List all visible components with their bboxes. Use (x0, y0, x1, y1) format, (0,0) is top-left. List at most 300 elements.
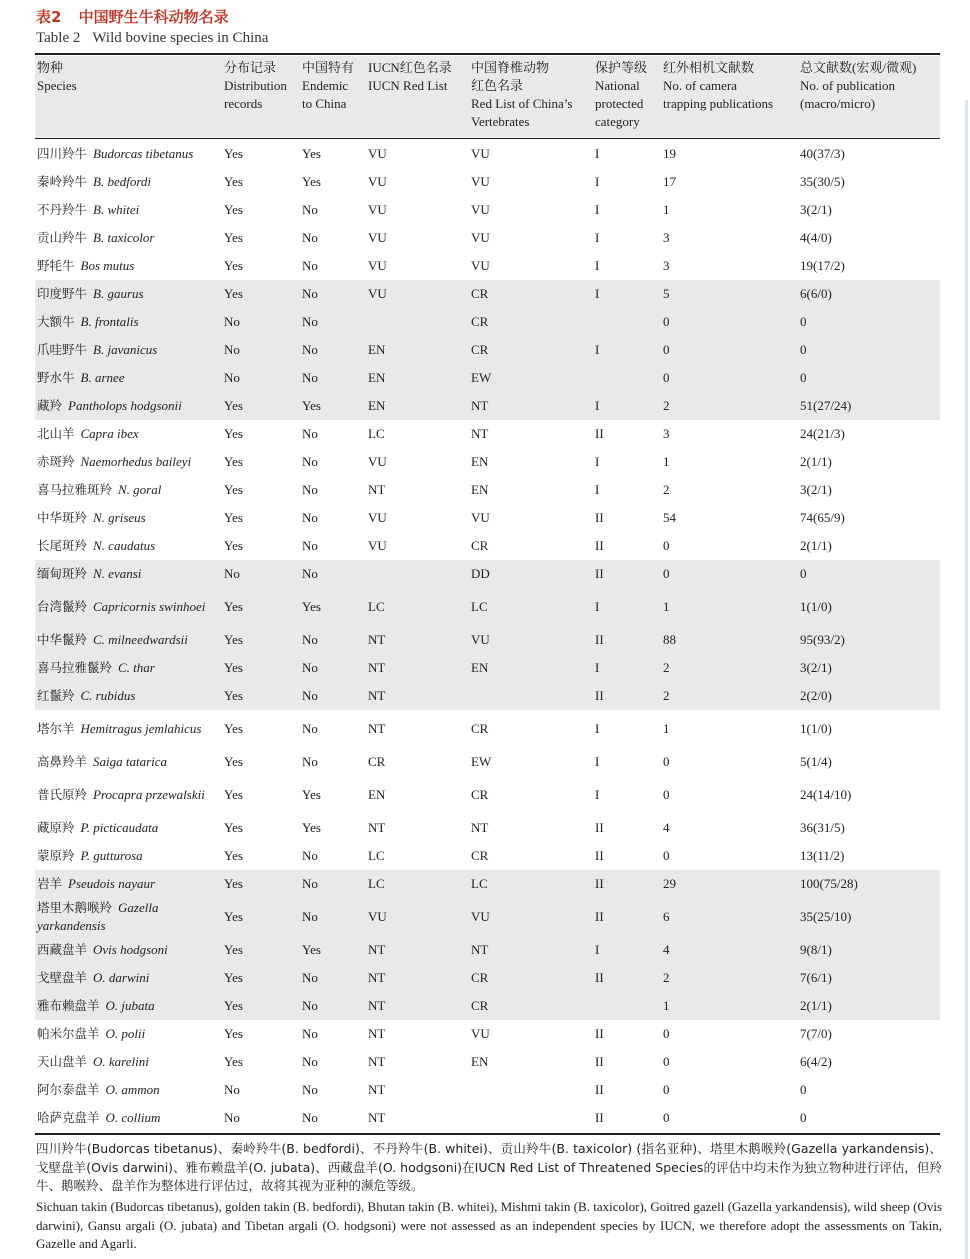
cell-camera: 6 (663, 909, 670, 924)
species-cell (37, 682, 227, 710)
cell-total: 7(7/0) (800, 1026, 832, 1041)
cell-protect: I (595, 146, 600, 161)
cell-protect: I (595, 599, 600, 614)
cell-camera: 2 (663, 970, 670, 985)
table-row (35, 252, 940, 280)
species-cn-name: 高鼻羚羊 (37, 754, 88, 769)
table-row (35, 224, 940, 252)
cell-endemic: No (302, 1082, 318, 1097)
cell-endemic: No (302, 721, 318, 736)
cell-dist: Yes (224, 787, 243, 802)
cell-total: 1(1/0) (800, 721, 832, 736)
species-cn-name: 塔尔羊 (37, 721, 75, 736)
cell-camera: 3 (663, 230, 670, 245)
cell-iucn: LC (368, 426, 385, 441)
species-cn-name: 藏原羚 (37, 820, 75, 835)
cell-total: 0 (800, 342, 807, 357)
cell-protect: I (595, 286, 600, 301)
cell-iucn: NT (368, 660, 386, 675)
cell-endemic: No (302, 258, 318, 273)
cell-camera: 0 (663, 566, 670, 581)
cell-endemic: No (302, 454, 318, 469)
cell-china: CR (471, 998, 489, 1013)
footnote-en: Sichuan takin (Budorcas tibetanus), golden takin (B. bedfordi), Bhutan takin (B. whitei), Mishmi takin (B. taxicolor), Goitred gazell (Gazella yarkandensis), wild sheep (Ovis darwini), Gansu argali (O. jubata) and Tibetan argali (O. hodgsoni) were not assessed as an independent species by IUCN, we therefore adopt the assessments on Takin, Gazelle and Agarli. (36, 1199, 942, 1251)
cell-protect: I (595, 754, 600, 769)
table-row (35, 842, 940, 870)
cell-camera: 0 (663, 1082, 670, 1097)
cell-china: CR (471, 787, 489, 802)
cell-china: CR (471, 314, 489, 329)
cell-dist: Yes (224, 848, 243, 863)
species-cn-name: 四川羚牛 (37, 146, 88, 161)
table-row (35, 1104, 940, 1132)
species-cn-name: 雅布赖盘羊 (37, 998, 100, 1013)
table-row (35, 476, 940, 504)
cell-protect: II (595, 1026, 604, 1041)
cell-endemic: Yes (302, 787, 321, 802)
cell-protect: II (595, 632, 604, 647)
cell-dist: Yes (224, 230, 243, 245)
cell-protect: I (595, 174, 600, 189)
col-header-iucn: IUCN红色名录 IUCN Red List (368, 60, 452, 93)
table-row (35, 748, 940, 776)
cell-endemic: No (302, 1110, 318, 1125)
species-cell (37, 992, 227, 1020)
species-latin-name: B. whitei (93, 202, 140, 217)
col-header-camera: 红外相机文献数 No. of camera trapping publications (663, 60, 774, 111)
cell-dist: Yes (224, 538, 243, 553)
species-cn-name: 蒙原羚 (37, 848, 75, 863)
cell-protect: II (595, 1110, 604, 1125)
cell-endemic: No (302, 754, 318, 769)
species-latin-name: Procapra przewalskii (93, 787, 205, 802)
cell-protect: II (595, 1082, 604, 1097)
cell-total: 100(75/28) (800, 876, 858, 891)
cell-protect: I (595, 342, 600, 357)
table-caption-en (36, 30, 268, 47)
cell-total: 7(6/1) (800, 970, 832, 985)
cell-total: 2(1/1) (800, 454, 832, 469)
cell-iucn: EN (368, 370, 386, 385)
cell-dist: No (224, 1110, 240, 1125)
cell-endemic: No (302, 566, 318, 581)
cell-iucn: NT (368, 1054, 386, 1069)
cell-camera: 2 (663, 688, 670, 703)
cell-protect: I (595, 454, 600, 469)
cell-endemic: Yes (302, 599, 321, 614)
cell-china: CR (471, 970, 489, 985)
species-cell (37, 964, 227, 992)
cell-protect: II (595, 510, 604, 525)
species-cell (37, 588, 227, 626)
table-row (35, 1076, 940, 1104)
cell-iucn: NT (368, 1110, 386, 1125)
cell-dist: Yes (224, 258, 243, 273)
species-cn-name: 喜马拉雅鬣羚 (37, 660, 113, 675)
cell-iucn: NT (368, 998, 386, 1013)
species-cn-name: 北山羊 (37, 426, 75, 441)
cell-total: 6(4/2) (800, 1054, 832, 1069)
species-cn-name: 岩羊 (37, 876, 63, 891)
cell-iucn: NT (368, 632, 386, 647)
species-latin-name: N. evansi (93, 566, 142, 581)
cell-iucn: VU (368, 538, 387, 553)
cell-camera: 1 (663, 202, 670, 217)
col-header-total: 总文献数(宏观/微观) No. of publication (macro/micro) (800, 60, 917, 111)
cell-protect: I (595, 787, 600, 802)
cell-endemic: No (302, 1026, 318, 1041)
table-row (35, 196, 940, 224)
caption-cn-label: 表2 (36, 8, 62, 26)
species-cell (37, 936, 227, 964)
cell-camera: 29 (663, 876, 676, 891)
cell-total: 5(1/4) (800, 754, 832, 769)
species-cn-name: 戈壁盘羊 (37, 970, 88, 985)
cell-iucn: NT (368, 1082, 386, 1097)
cell-endemic: Yes (302, 820, 321, 835)
cell-endemic: No (302, 286, 318, 301)
species-cn-name: 普氏原羚 (37, 787, 88, 802)
cell-china: EN (471, 454, 489, 469)
cell-camera: 4 (663, 942, 670, 957)
species-cell (37, 776, 227, 814)
cell-iucn: NT (368, 820, 386, 835)
cell-camera: 0 (663, 787, 670, 802)
table-row (35, 898, 940, 936)
species-latin-name: Capricornis swinhoei (93, 599, 206, 614)
species-cn-name: 喜马拉雅斑羚 (37, 482, 113, 497)
cell-protect: I (595, 230, 600, 245)
cell-china: VU (471, 174, 490, 189)
species-cn-name: 秦岭羚牛 (37, 174, 88, 189)
cell-endemic: No (302, 510, 318, 525)
species-latin-name: Pantholops hodgsonii (68, 398, 182, 413)
species-cn-name: 帕米尔盘羊 (37, 1026, 100, 1041)
cell-endemic: No (302, 660, 318, 675)
species-cell (37, 448, 227, 476)
cell-camera: 0 (663, 314, 670, 329)
cell-protect: II (595, 848, 604, 863)
cell-total: 4(4/0) (800, 230, 832, 245)
cell-protect: I (595, 258, 600, 273)
cell-camera: 88 (663, 632, 676, 647)
cell-camera: 0 (663, 754, 670, 769)
species-latin-name: Saiga tatarica (93, 754, 168, 769)
cell-endemic: Yes (302, 146, 321, 161)
species-cn-name: 阿尔泰盘羊 (37, 1082, 100, 1097)
cell-china: VU (471, 146, 490, 161)
species-cell (37, 280, 227, 308)
cell-iucn: VU (368, 258, 387, 273)
cell-iucn: LC (368, 599, 385, 614)
cell-endemic: Yes (302, 942, 321, 957)
cell-iucn: NT (368, 721, 386, 736)
species-cn-name: 野牦牛 (37, 258, 75, 273)
species-cell (37, 654, 227, 682)
cell-dist: No (224, 1082, 240, 1097)
cell-dist: Yes (224, 510, 243, 525)
cell-dist: No (224, 342, 240, 357)
species-cn-name: 不丹羚牛 (37, 202, 88, 217)
cell-dist: Yes (224, 202, 243, 217)
species-cell (37, 560, 227, 588)
table-row (35, 1020, 940, 1048)
cell-protect: II (595, 820, 604, 835)
cell-china: CR (471, 721, 489, 736)
cell-iucn: NT (368, 1026, 386, 1041)
species-cell (37, 870, 227, 898)
cell-iucn: VU (368, 286, 387, 301)
cell-iucn: EN (368, 342, 386, 357)
cell-endemic: No (302, 632, 318, 647)
cell-dist: Yes (224, 754, 243, 769)
species-cell (37, 196, 227, 224)
cell-dist: Yes (224, 482, 243, 497)
cell-camera: 0 (663, 538, 670, 553)
cell-camera: 3 (663, 258, 670, 273)
cell-protect: II (595, 909, 604, 924)
cell-protect: I (595, 721, 600, 736)
cell-china: CR (471, 538, 489, 553)
cell-protect: I (595, 942, 600, 957)
table-row (35, 336, 940, 364)
cell-endemic: No (302, 370, 318, 385)
cell-total: 0 (800, 1082, 807, 1097)
species-cn-name: 爪哇野牛 (37, 342, 88, 357)
cell-china: VU (471, 230, 490, 245)
cell-camera: 19 (663, 146, 676, 161)
table-row (35, 504, 940, 532)
cell-dist: No (224, 370, 240, 385)
species-cell (37, 898, 227, 936)
species-cell (37, 140, 227, 168)
cell-camera: 0 (663, 1110, 670, 1125)
cell-iucn: NT (368, 482, 386, 497)
cell-camera: 0 (663, 848, 670, 863)
species-cell (37, 224, 227, 252)
col-header-species: 物种 Species (37, 60, 77, 93)
cell-total: 9(8/1) (800, 942, 832, 957)
species-latin-name: P. gutturosa (80, 848, 143, 863)
species-latin-name: B. frontalis (80, 314, 139, 329)
table-row (35, 280, 940, 308)
species-cn-name: 塔里木鹅喉羚 (37, 900, 113, 915)
table-row (35, 992, 940, 1020)
cell-china: CR (471, 848, 489, 863)
cell-total: 40(37/3) (800, 146, 845, 161)
cell-camera: 2 (663, 398, 670, 413)
species-latin-name: Ovis hodgsoni (93, 942, 168, 957)
species-latin-name: O. collium (105, 1110, 161, 1125)
cell-camera: 0 (663, 1054, 670, 1069)
cell-iucn: VU (368, 146, 387, 161)
species-cell (37, 814, 227, 842)
table-row (35, 448, 940, 476)
cell-total: 35(30/5) (800, 174, 845, 189)
cell-total: 19(17/2) (800, 258, 845, 273)
cell-china: NT (471, 820, 489, 835)
species-latin-name: C. milneedwardsii (93, 632, 188, 647)
cell-endemic: No (302, 230, 318, 245)
table-row (35, 654, 940, 682)
species-cell (37, 842, 227, 870)
species-cn-name: 哈萨克盘羊 (37, 1110, 100, 1125)
species-latin-name: N. caudatus (93, 538, 156, 553)
cell-total: 1(1/0) (800, 599, 832, 614)
cell-camera: 4 (663, 820, 670, 835)
species-latin-name: B. bedfordi (93, 174, 152, 189)
cell-china: VU (471, 258, 490, 273)
table-row (35, 1048, 940, 1076)
table-row (35, 308, 940, 336)
cell-protect: I (595, 202, 600, 217)
footnote-cn: 四川羚牛(Budorcas tibetanus)、秦岭羚牛(B. bedfordi)、不丹羚牛(B. whitei)、贡山羚牛(B. taxicolor) (指名亚种)、塔里木鹅喉羚(Gazella yarkandensis)、戈壁盘羊(Ovis darwini)、雅布赖盘羊(O. jubata)、西藏盘羊(O. hodgsoni)在IUCN Red List of Threatened Species的评估中均未作为独立物种进行评估，但羚牛、鹅喉羚、盘羊作为整体进行评估过，故将其视为亚种的濒危等级。 (36, 1141, 942, 1193)
cell-endemic: No (302, 909, 318, 924)
cell-protect: II (595, 538, 604, 553)
cell-total: 3(2/1) (800, 660, 832, 675)
table-row (35, 682, 940, 710)
cell-camera: 1 (663, 599, 670, 614)
cell-camera: 0 (663, 370, 670, 385)
cell-endemic: No (302, 426, 318, 441)
cell-protect: II (595, 876, 604, 891)
cell-endemic: No (302, 314, 318, 329)
cell-china: VU (471, 909, 490, 924)
cell-iucn: CR (368, 754, 386, 769)
species-latin-name: Capra ibex (80, 426, 139, 441)
cell-china: EW (471, 370, 492, 385)
cell-camera: 17 (663, 174, 676, 189)
cell-dist: Yes (224, 398, 243, 413)
cell-camera: 54 (663, 510, 676, 525)
cell-total: 95(93/2) (800, 632, 845, 647)
table-row (35, 710, 940, 748)
cell-dist: No (224, 566, 240, 581)
cell-iucn: NT (368, 942, 386, 957)
species-cn-name: 野水牛 (37, 370, 75, 385)
species-latin-name: O. karelini (93, 1054, 149, 1069)
cell-china: EN (471, 1054, 489, 1069)
species-latin-name: B. gaurus (93, 286, 144, 301)
cell-protect: II (595, 426, 604, 441)
cell-iucn: NT (368, 970, 386, 985)
cell-iucn: LC (368, 876, 385, 891)
cell-total: 2(1/1) (800, 538, 832, 553)
species-latin-name: C. rubidus (80, 688, 136, 703)
cell-china: CR (471, 342, 489, 357)
caption-cn-title: 中国野生牛科动物名录 (78, 8, 229, 26)
cell-total: 3(2/1) (800, 482, 832, 497)
table-row (35, 870, 940, 898)
cell-dist: Yes (224, 721, 243, 736)
species-cn-name: 赤斑羚 (37, 454, 75, 469)
cell-iucn: VU (368, 202, 387, 217)
cell-china: NT (471, 942, 489, 957)
cell-china: EN (471, 482, 489, 497)
species-cell (37, 168, 227, 196)
species-cell (37, 626, 227, 654)
cell-total: 24(14/10) (800, 787, 852, 802)
species-cn-name: 红鬣羚 (37, 688, 75, 703)
cell-iucn: VU (368, 909, 387, 924)
cell-dist: Yes (224, 146, 243, 161)
table-caption-cn (36, 6, 229, 27)
cell-china: EW (471, 754, 492, 769)
cell-iucn: VU (368, 174, 387, 189)
species-latin-name: C. thar (118, 660, 155, 675)
cell-total: 74(65/9) (800, 510, 845, 525)
species-latin-name: P. picticaudata (80, 820, 159, 835)
cell-total: 13(11/2) (800, 848, 845, 863)
species-latin-name: N. goral (118, 482, 162, 497)
species-latin-name: Hemitragus jemlahicus (80, 721, 202, 736)
species-cn-name: 缅甸斑羚 (37, 566, 88, 581)
table-row (35, 532, 940, 560)
cell-china: LC (471, 876, 488, 891)
species-cell (37, 392, 227, 420)
species-latin-name: Pseudois nayaur (68, 876, 156, 891)
species-cn-name: 大额牛 (37, 314, 75, 329)
cell-total: 51(27/24) (800, 398, 852, 413)
cell-protect: I (595, 482, 600, 497)
cell-iucn: EN (368, 398, 386, 413)
cell-endemic: No (302, 970, 318, 985)
cell-china: NT (471, 398, 489, 413)
species-cn-name: 西藏盘羊 (37, 942, 88, 957)
cell-china: VU (471, 632, 490, 647)
species-cell (37, 748, 227, 776)
species-cell (37, 1104, 227, 1132)
cell-camera: 3 (663, 426, 670, 441)
species-latin-name: B. javanicus (93, 342, 158, 357)
species-cn-name: 台湾鬣羚 (37, 599, 88, 614)
species-latin-name: B. taxicolor (93, 230, 155, 245)
table-row (35, 168, 940, 196)
species-latin-name: O. ammon (105, 1082, 160, 1097)
col-header-distribution: 分布记录 Distribution records (224, 60, 287, 111)
cell-endemic: No (302, 1054, 318, 1069)
col-header-china-redlist: 中国脊椎动物 红色名录 Red List of China’s Vertebrates (471, 60, 573, 129)
cell-iucn: NT (368, 688, 386, 703)
cell-iucn: VU (368, 230, 387, 245)
cell-endemic: Yes (302, 174, 321, 189)
cell-dist: Yes (224, 688, 243, 703)
cell-protect: I (595, 398, 600, 413)
cell-china: VU (471, 510, 490, 525)
species-latin-name: O. jubata (105, 998, 155, 1013)
cell-dist: Yes (224, 599, 243, 614)
cell-total: 24(21/3) (800, 426, 845, 441)
species-cn-name: 天山盘羊 (37, 1054, 88, 1069)
species-latin-name: Bos mutus (80, 258, 135, 273)
cell-endemic: No (302, 688, 318, 703)
table-row (35, 964, 940, 992)
species-cell (37, 420, 227, 448)
cell-total: 2(1/1) (800, 998, 832, 1013)
cell-dist: Yes (224, 1054, 243, 1069)
cell-protect: I (595, 660, 600, 675)
table-row (35, 364, 940, 392)
table-bottom-rule (35, 1133, 940, 1135)
species-cn-name: 贡山羚牛 (37, 230, 88, 245)
cell-camera: 5 (663, 286, 670, 301)
cell-total: 0 (800, 314, 807, 329)
cell-iucn: EN (368, 787, 386, 802)
cell-endemic: Yes (302, 398, 321, 413)
cell-endemic: No (302, 482, 318, 497)
cell-protect: II (595, 688, 604, 703)
table-row (35, 420, 940, 448)
